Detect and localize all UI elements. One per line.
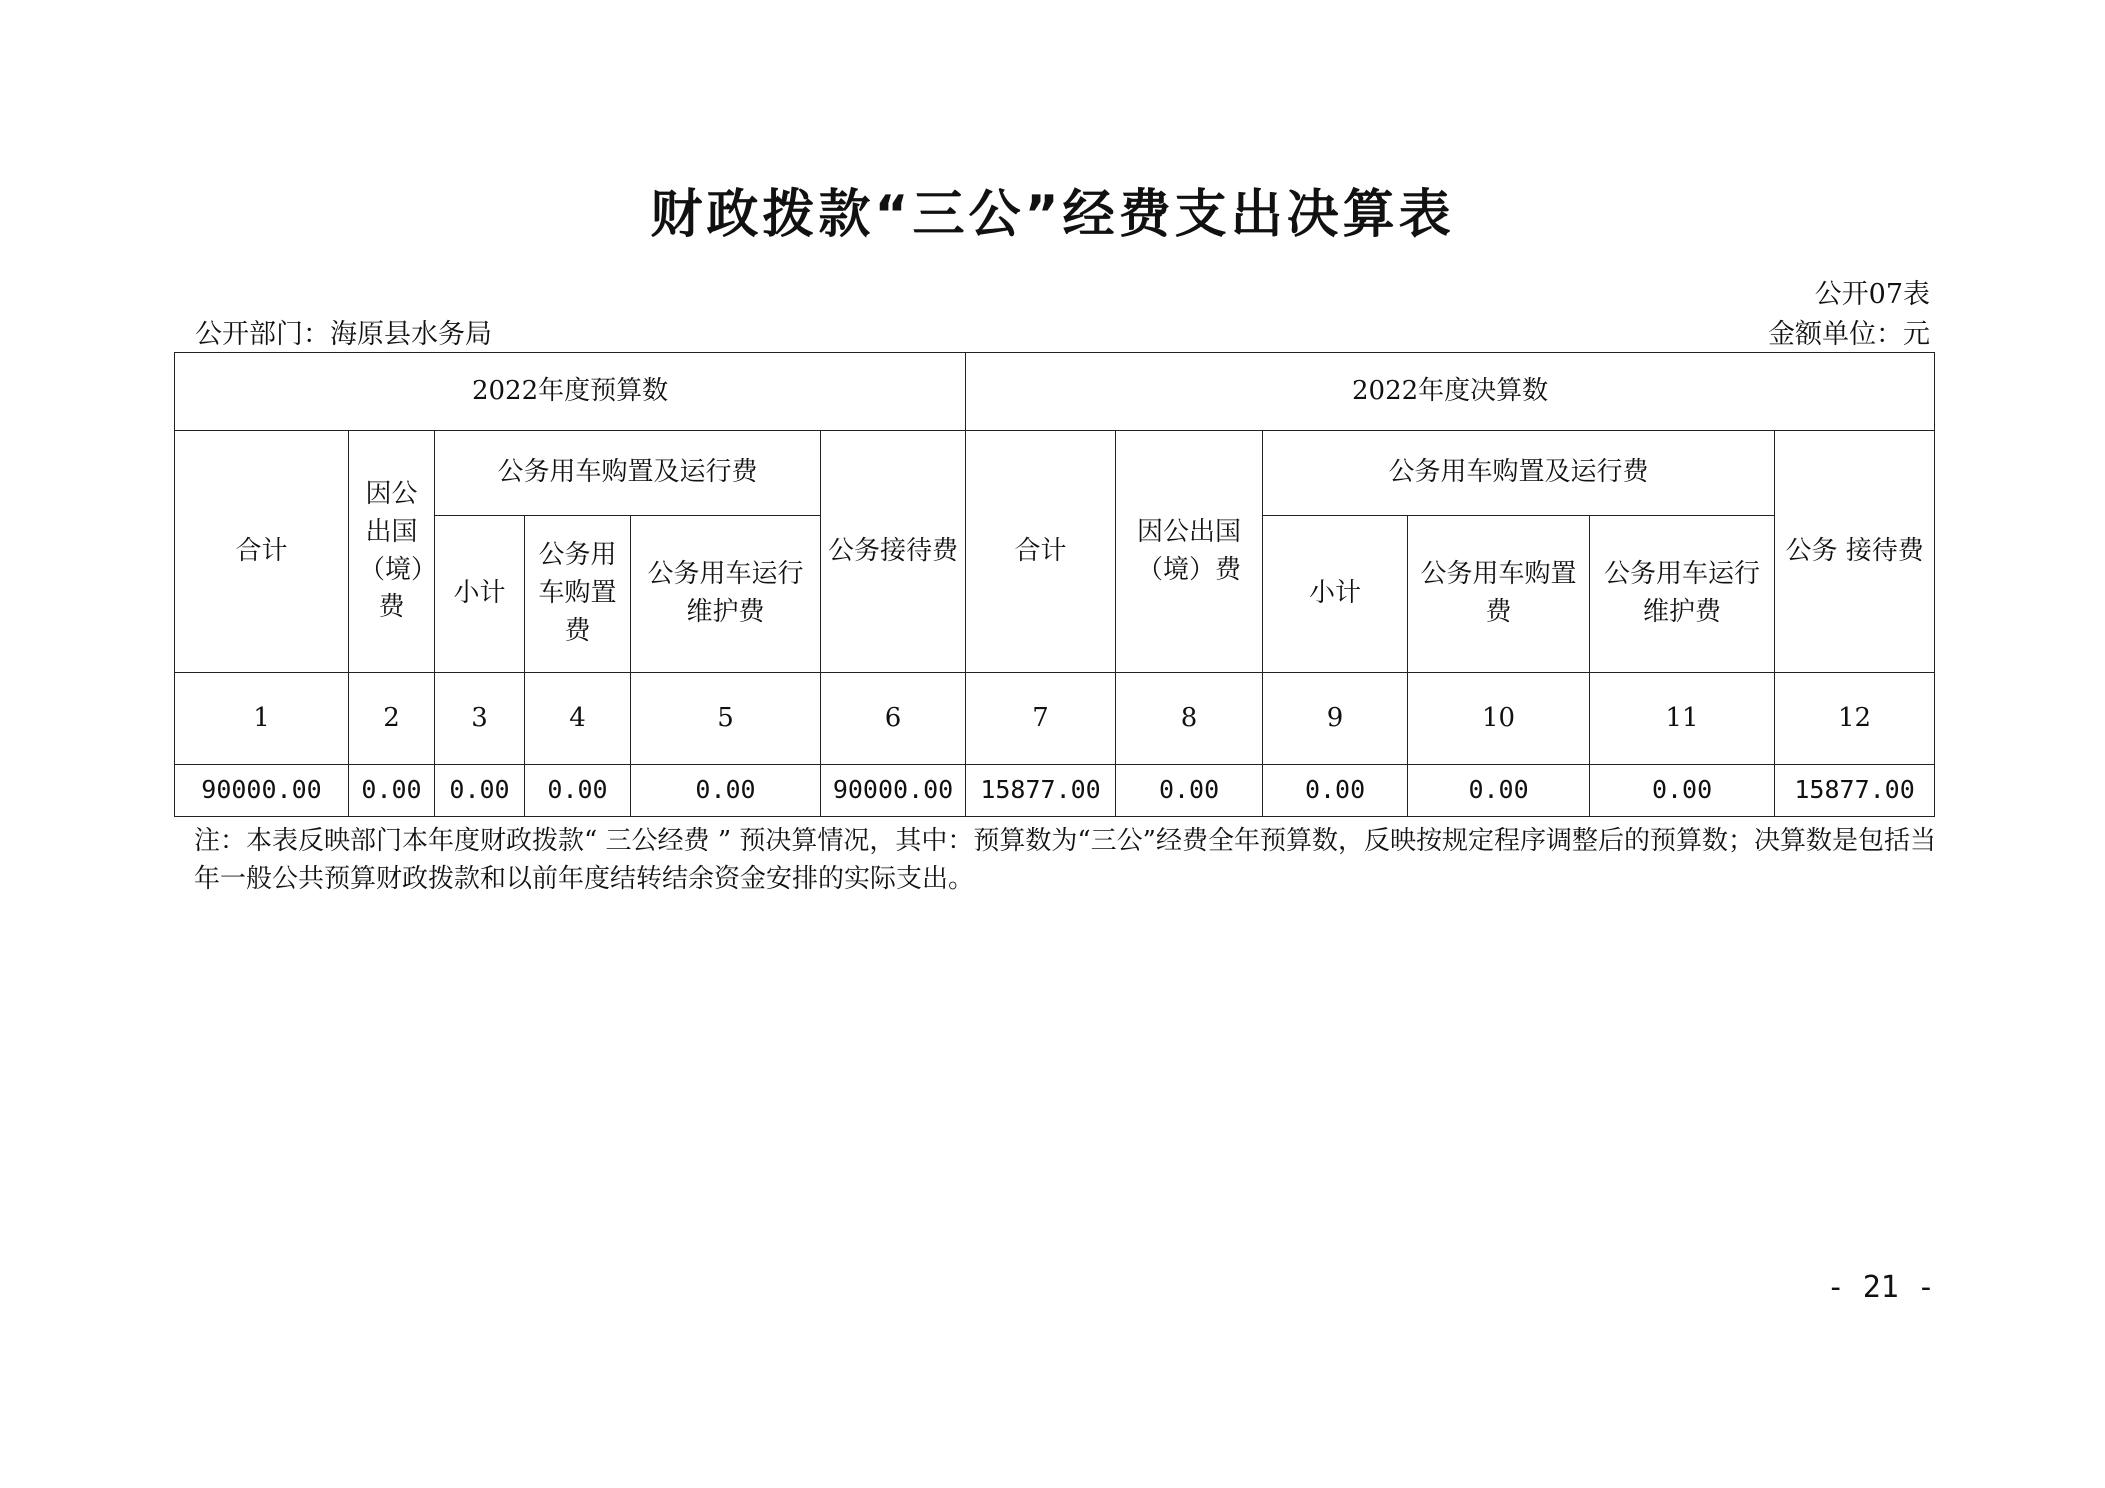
budget-reception-header: 公务接待费 [821,431,966,673]
final-abroad-header: 因公出国（境）费 [1116,431,1263,673]
page-number: - 21 - [1826,1270,1935,1305]
unit-label: 金额单位：元 [1768,319,1930,350]
budget-vehicle-purchase-header: 公务用车购置费 [525,516,631,673]
column-number: 1 [175,673,349,765]
budget-vehicle-header: 公务用车购置及运行费 [435,431,821,516]
form-code: 公开07表 [1814,279,1930,310]
group-header-row [175,353,1935,431]
budget-reception-value: 90000.00 [821,765,966,817]
table-note: 注：本表反映部门本年度财政拨款“ 三公经费 ” 预决算情况，其中：预算数为“三公”经费全年预算数，反映按规定程序调整后的预算数；决算数是包括当年一般公共预算财政拨款和以前年度结转结余资金安排的实际支出。 [194,826,1936,894]
final-abroad-value: 0.00 [1116,765,1263,817]
budget-abroad-value: 0.00 [349,765,435,817]
budget-total-header: 合计 [175,431,349,673]
budget-group-header: 2022年度预算数 [175,353,966,431]
column-number: 3 [435,673,525,765]
budget-vehicle-subtotal-header: 小计 [435,516,525,673]
column-number: 10 [1408,673,1590,765]
value-row [175,765,1935,817]
column-number: 5 [631,673,821,765]
final-total-value: 15877.00 [966,765,1116,817]
column-number-row [175,673,1935,765]
final-vehicle-operation-value: 0.00 [1590,765,1775,817]
final-reception-header: 公务 接待费 [1775,431,1935,673]
budget-vehicle-operation-value: 0.00 [631,765,821,817]
page-title: 财政拨款“三公”经费支出决算表 [650,185,1455,245]
budget-vehicle-operation-header: 公务用车运行维护费 [631,516,821,673]
final-vehicle-header: 公务用车购置及运行费 [1263,431,1775,516]
column-number: 7 [966,673,1116,765]
column-number: 11 [1590,673,1775,765]
final-vehicle-operation-header: 公务用车运行维护费 [1590,516,1775,673]
final-reception-value: 15877.00 [1775,765,1935,817]
final-vehicle-subtotal-value: 0.00 [1263,765,1408,817]
column-number: 9 [1263,673,1408,765]
column-number: 12 [1775,673,1935,765]
column-number: 6 [821,673,966,765]
column-number: 8 [1116,673,1263,765]
column-number: 2 [349,673,435,765]
column-number: 4 [525,673,631,765]
budget-vehicle-purchase-value: 0.00 [525,765,631,817]
department-label: 公开部门：海原县水务局 [195,319,492,350]
budget-total-value: 90000.00 [175,765,349,817]
expenditure-table [174,352,1935,817]
final-vehicle-subtotal-header: 小计 [1263,516,1408,673]
budget-abroad-header: 因公出国（境）费 [349,431,435,673]
final-vehicle-purchase-value: 0.00 [1408,765,1590,817]
column-header-row-1 [175,431,1935,516]
final-vehicle-purchase-header: 公务用车购置费 [1408,516,1590,673]
final-group-header: 2022年度决算数 [966,353,1935,431]
final-total-header: 合计 [966,431,1116,673]
budget-vehicle-subtotal-value: 0.00 [435,765,525,817]
